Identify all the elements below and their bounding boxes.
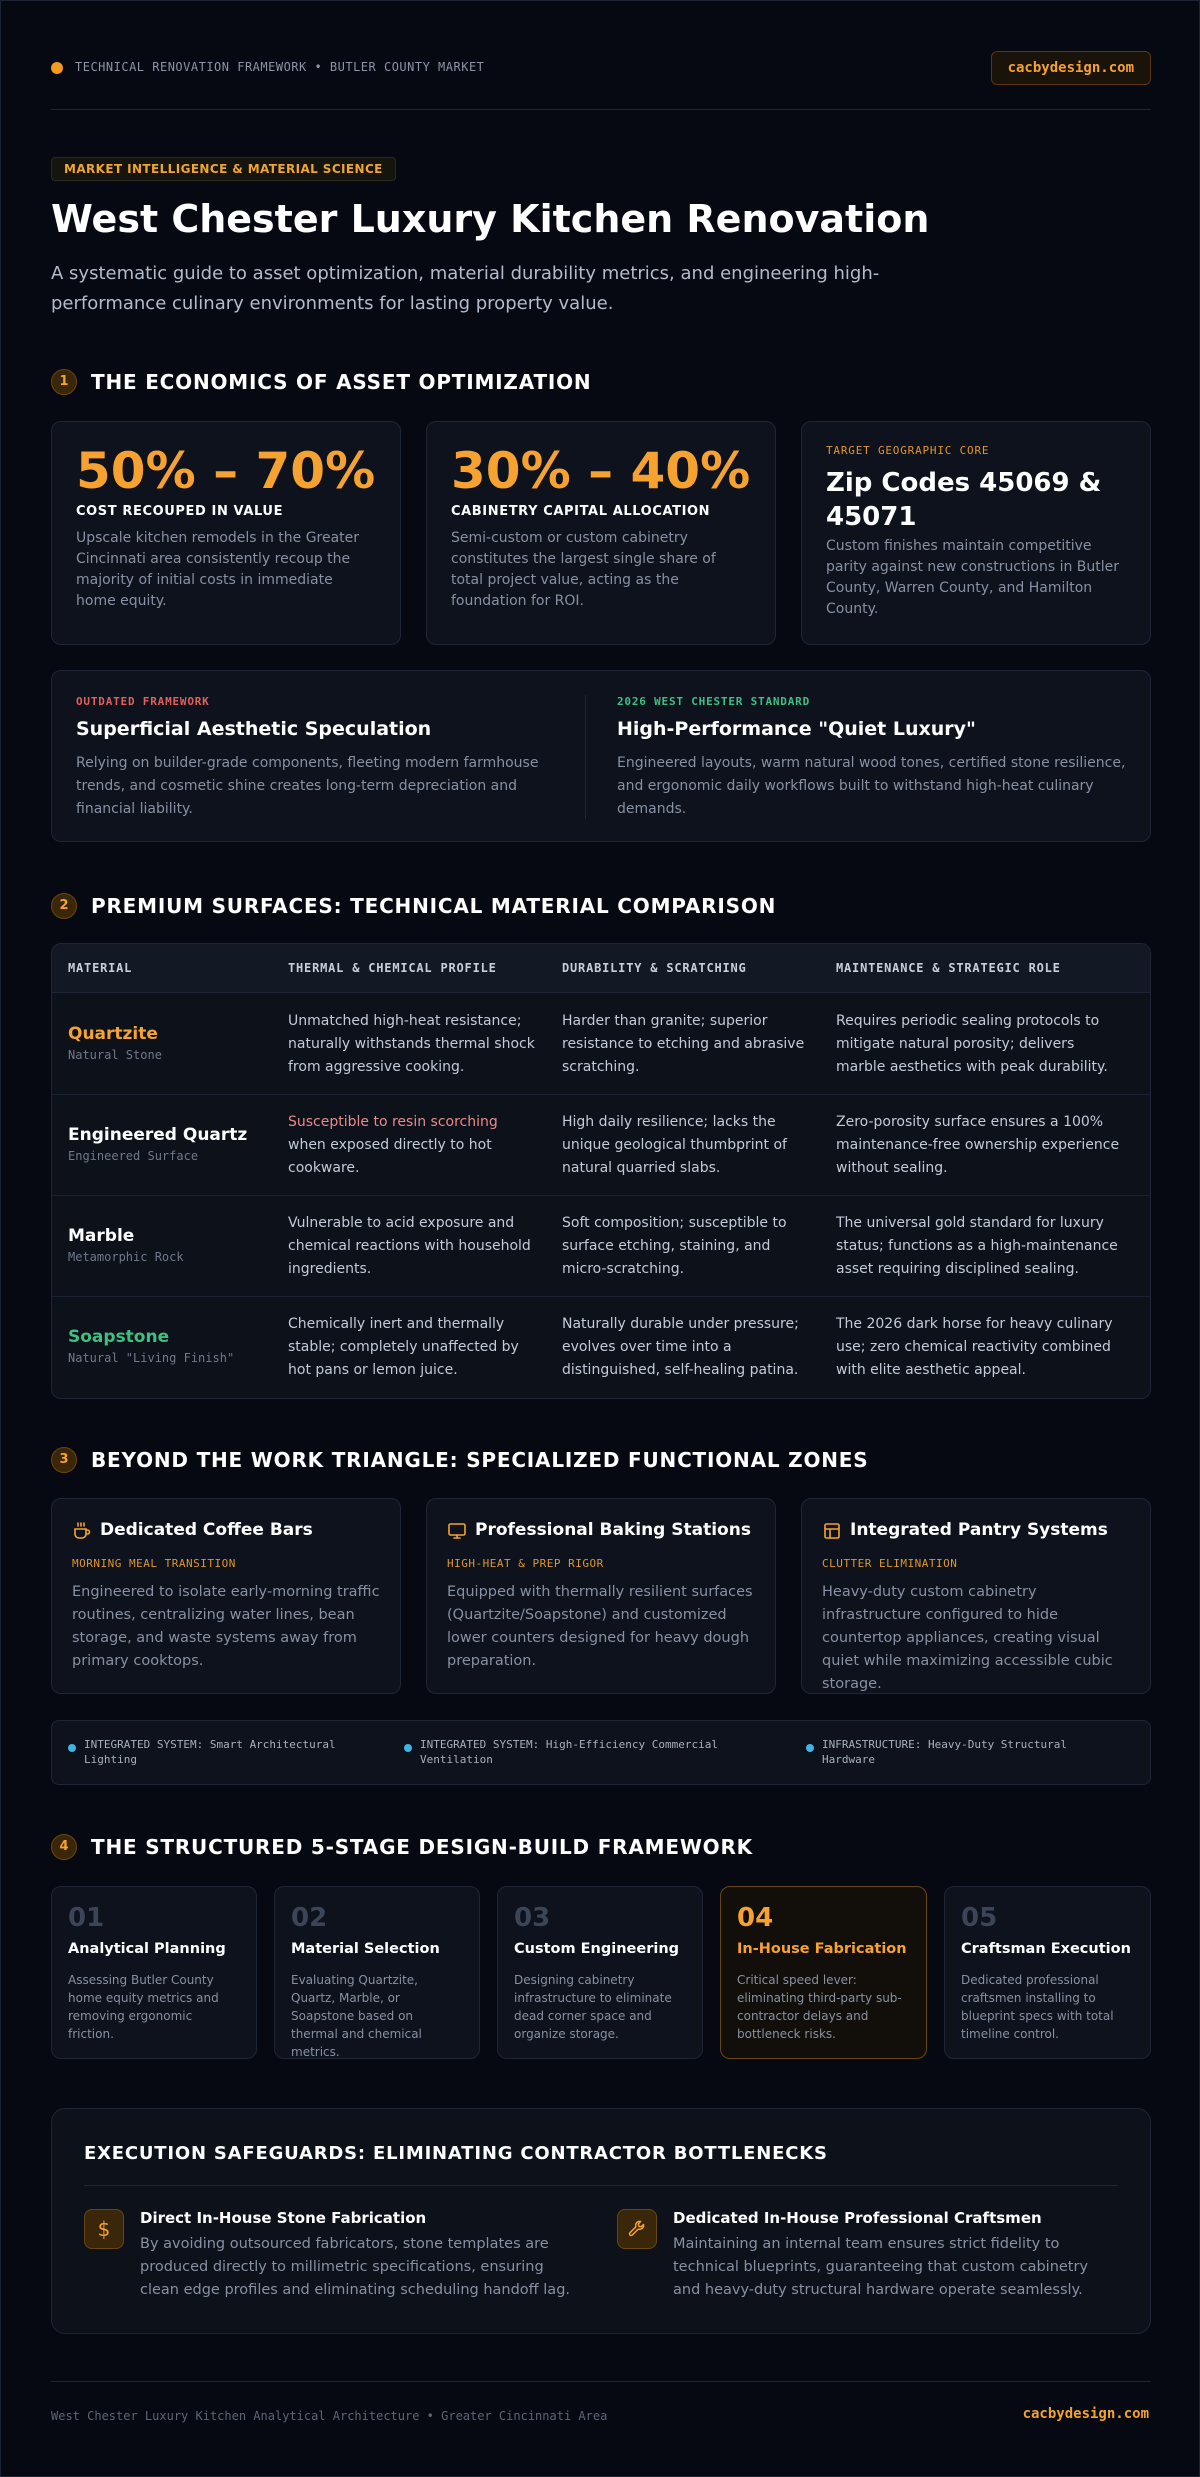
zone-tag: HIGH-HEAT & PREP RIGOR xyxy=(447,1557,604,1570)
maintenance-cell: Zero-porosity surface ensures a 100% maintenance-free ownership experience without sealing. xyxy=(836,1114,1120,1176)
zone-description: Heavy-duty custom cabinetry infrastructure configured to hide countertop appliances, creating visual quiet while maximizing accessible cubic storage. xyxy=(822,1584,1113,1692)
stat-label: CABINETRY CAPITAL ALLOCATION xyxy=(451,504,711,519)
pantry-grid-icon xyxy=(822,1521,842,1541)
standard-title: High-Performance "Quiet Luxury" xyxy=(617,718,976,740)
maintenance-cell: The 2026 dark horse for heavy culinary use; zero chemical reactivity combined with elite aesthetic appeal. xyxy=(836,1316,1113,1378)
stage-description: Designing cabinetry infrastructure to eliminate dead corner space and organize storage. xyxy=(514,1973,672,2041)
zone-description: Engineered to isolate early-morning traffic routines, centralizing water lines, bean storage, and waste systems away from primary cooktops. xyxy=(72,1584,380,1669)
stage-description: Dedicated professional craftsmen installing to blueprint specs with total timeline control. xyxy=(961,1973,1114,2041)
durability-cell: High daily resilience; lacks the unique geological thumbprint of natural quarried slabs. xyxy=(562,1114,787,1176)
maintenance-cell: Requires periodic sealing protocols to mitigate natural porosity; delivers marble aesthetics with peak durability. xyxy=(836,1013,1108,1075)
zone-description: Equipped with thermally resilient surfaces (Quartzite/Soapstone) and customized lower counters designed for heavy dough preparation. xyxy=(447,1584,753,1669)
outdated-description: Relying on builder-grade components, fleeting modern farmhouse trends, and cosmetic shine creates long-term depreciation and financial liability. xyxy=(76,755,539,817)
stage-card-highlighted xyxy=(720,1886,927,2059)
section-heading-economics xyxy=(51,367,1151,397)
footer-divider xyxy=(51,2381,1151,2382)
stat-value: 50% – 70% xyxy=(76,442,376,500)
zone-card-baking xyxy=(426,1498,776,1694)
footer-brand-link[interactable]: cacbydesign.com xyxy=(1022,2406,1149,2422)
system-label: INFRASTRUCTURE: Heavy-Duty Structural Hardware xyxy=(822,1738,1068,1766)
outdated-tag: OUTDATED FRAMEWORK xyxy=(76,695,210,708)
zone-title: Integrated Pantry Systems xyxy=(850,1520,1108,1540)
table-header xyxy=(52,944,1151,993)
stat-label: COST RECOUPED IN VALUE xyxy=(76,504,284,519)
material-name: Soapstone xyxy=(68,1327,170,1347)
stage-description: Critical speed lever: eliminating third-party sub-contractor delays and bottleneck risks. xyxy=(737,1973,902,2041)
section-title: THE STRUCTURED 5-STAGE DESIGN-BUILD FRAMEWORK xyxy=(91,1835,753,1859)
safeguard-title: Dedicated In-House Professional Craftsmen xyxy=(673,2209,1042,2227)
stat-card-cabinetry xyxy=(426,421,776,645)
stage-description: Evaluating Quartzite, Quartz, Marble, or Soapstone based on thermal and chemical metrics. xyxy=(291,1973,422,2059)
stage-title: Material Selection xyxy=(291,1941,440,1957)
material-name: Quartzite xyxy=(68,1024,158,1044)
page-subtitle: A systematic guide to asset optimization, material durability metrics, and engineering high-performance culinary environments for lasting property value. xyxy=(51,263,880,314)
stage-title: Analytical Planning xyxy=(68,1941,226,1957)
safeguard-description: By avoiding outsourced fabricators, stone templates are produced directly to millimetric specifications, ensuring clean edge profiles and eliminating scheduling handoff lag. xyxy=(140,2236,571,2298)
zone-title: Dedicated Coffee Bars xyxy=(100,1520,313,1540)
section-number: 4 xyxy=(51,1834,77,1860)
material-type: Metamorphic Rock xyxy=(68,1250,184,1264)
system-dot-icon xyxy=(404,1744,412,1752)
comparison-divider xyxy=(585,695,586,819)
material-comparison-table xyxy=(51,943,1151,1399)
material-type: Natural Stone xyxy=(68,1048,162,1062)
zone-title: Professional Baking Stations xyxy=(475,1520,751,1540)
monitor-icon xyxy=(447,1521,467,1541)
section-title: THE ECONOMICS OF ASSET OPTIMIZATION xyxy=(91,370,592,394)
thermal-cell: Vulnerable to acid exposure and chemical reactions with household ingredients. xyxy=(288,1215,531,1277)
thermal-cell: Unmatched high-heat resistance; naturally withstands thermal shock from aggressive cooking. xyxy=(288,1013,535,1075)
brand-link[interactable]: cacbydesign.com xyxy=(991,51,1151,85)
section-heading-framework xyxy=(51,1832,1151,1862)
standard-description: Engineered layouts, warm natural wood tones, certified stone resilience, and ergonomic daily workflows built to withstand high-heat culinary demands. xyxy=(617,755,1126,817)
table-row xyxy=(52,1196,1151,1297)
section-heading-zones xyxy=(51,1445,1151,1475)
safeguard-description: Maintaining an internal team ensures strict fidelity to technical blueprints, guaranteeing that custom cabinetry and heavy-duty structural hardware operate seamlessly. xyxy=(673,2236,1089,2298)
maintenance-cell: The universal gold standard for luxury status; functions as a high-maintenance asset requiring disciplined sealing. xyxy=(836,1215,1118,1277)
stage-title: Custom Engineering xyxy=(514,1941,680,1957)
durability-cell: Soft composition; susceptible to surface etching, staining, and micro-scratching. xyxy=(562,1215,787,1277)
geo-description: Custom finishes maintain competitive parity against new constructions in Butler County, Warren County, and Hamilton County. xyxy=(826,538,1120,617)
stage-number: 05 xyxy=(961,1903,998,1933)
outdated-framework xyxy=(76,695,576,821)
header-divider xyxy=(51,109,1151,110)
durability-cell: Harder than granite; superior resistance to etching and abrasive scratching. xyxy=(562,1013,805,1075)
outdated-title: Superficial Aesthetic Speculation xyxy=(76,718,432,740)
stage-title: In-House Fabrication xyxy=(737,1941,907,1957)
stage-number: 01 xyxy=(68,1903,105,1933)
stage-title: Craftsman Execution xyxy=(961,1941,1131,1957)
table-row xyxy=(52,1297,1151,1398)
zone-card-pantry xyxy=(801,1498,1151,1694)
standard-tag: 2026 WEST CHESTER STANDARD xyxy=(617,695,810,708)
warning-text: Susceptible to resin scorching xyxy=(288,1114,498,1130)
stage-card xyxy=(944,1886,1151,2059)
geo-tag: TARGET GEOGRAPHIC CORE xyxy=(826,444,990,457)
stat-card-cost-recouped xyxy=(51,421,401,645)
stage-card xyxy=(274,1886,480,2059)
thermal-text: when exposed directly to hot cookware. xyxy=(288,1137,492,1176)
section-number: 2 xyxy=(51,893,77,919)
section-number: 1 xyxy=(51,369,77,395)
stat-description: Upscale kitchen remodels in the Greater Cincinnati area consistently recoup the majority of initial costs in immediate home equity. xyxy=(76,530,360,609)
column-header: DURABILITY & SCRATCHING xyxy=(562,961,747,975)
safeguard-title: Direct In-House Stone Fabrication xyxy=(140,2209,427,2227)
geo-title: Zip Codes 45069 & 45071 xyxy=(826,468,1102,532)
material-name: Marble xyxy=(68,1226,135,1246)
table-row xyxy=(52,1095,1151,1196)
coffee-cup-icon xyxy=(72,1521,92,1541)
durability-cell: Naturally durable under pressure; evolves over time into a distinguished, self-healing patina. xyxy=(562,1316,799,1378)
zone-tag: CLUTTER ELIMINATION xyxy=(822,1557,958,1570)
column-header: THERMAL & CHEMICAL PROFILE xyxy=(288,961,497,975)
zone-card-coffee-bars xyxy=(51,1498,401,1694)
stage-number: 04 xyxy=(737,1903,774,1933)
material-type: Natural "Living Finish" xyxy=(68,1351,235,1365)
status-dot-icon xyxy=(51,62,63,74)
column-header: MATERIAL xyxy=(68,961,133,975)
footer-text: West Chester Luxury Kitchen Analytical Architecture • Greater Cincinnati Area xyxy=(51,2409,608,2423)
dollar-icon: $ xyxy=(84,2209,124,2249)
system-dot-icon xyxy=(68,1744,76,1752)
material-name: Engineered Quartz xyxy=(68,1125,248,1145)
stage-description: Assessing Butler County home equity metrics and removing ergonomic friction. xyxy=(68,1973,219,2041)
hero-tag: MARKET INTELLIGENCE & MATERIAL SCIENCE xyxy=(51,157,396,181)
section-title: BEYOND THE WORK TRIANGLE: SPECIALIZED FUNCTIONAL ZONES xyxy=(91,1448,869,1472)
zone-tag: MORNING MEAL TRANSITION xyxy=(72,1557,236,1570)
section-number: 3 xyxy=(51,1447,77,1473)
top-bar xyxy=(51,51,1151,87)
stage-number: 02 xyxy=(291,1903,328,1933)
thermal-cell: Chemically inert and thermally stable; completely unaffected by hot pans or lemon juice. xyxy=(288,1316,519,1378)
framework-comparison-card xyxy=(51,670,1151,842)
stage-card xyxy=(51,1886,257,2059)
safeguards-divider xyxy=(84,2185,1118,2186)
stage-number: 03 xyxy=(514,1903,551,1933)
material-type: Engineered Surface xyxy=(68,1149,199,1163)
section-heading-surfaces xyxy=(51,891,1151,921)
integrated-systems-bar xyxy=(51,1720,1151,1785)
safeguards-panel xyxy=(51,2108,1151,2334)
system-dot-icon xyxy=(806,1744,814,1752)
standard-framework xyxy=(617,695,1132,821)
section-title: PREMIUM SURFACES: TECHNICAL MATERIAL COMPARISON xyxy=(91,894,777,918)
geo-card xyxy=(801,421,1151,645)
system-label: INTEGRATED SYSTEM: High-Efficiency Commercial Ventilation xyxy=(420,1738,719,1766)
page-title: West Chester Luxury Kitchen Renovation xyxy=(51,197,930,241)
stat-value: 30% – 40% xyxy=(451,442,751,500)
stat-description: Semi-custom or custom cabinetry constitutes the largest single share of total project value, acting as the foundation for ROI. xyxy=(451,530,716,609)
column-header: MAINTENANCE & STRATEGIC ROLE xyxy=(836,961,1061,975)
table-row xyxy=(52,994,1151,1095)
breadcrumb: TECHNICAL RENOVATION FRAMEWORK • BUTLER COUNTY MARKET xyxy=(75,60,485,74)
wrench-icon xyxy=(617,2209,657,2249)
stage-card xyxy=(497,1886,703,2059)
system-label: INTEGRATED SYSTEM: Smart Architectural Lighting xyxy=(84,1738,336,1766)
thermal-cell xyxy=(288,1111,538,1180)
safeguards-title: EXECUTION SAFEGUARDS: ELIMINATING CONTRACTOR BOTTLENECKS xyxy=(84,2143,828,2164)
